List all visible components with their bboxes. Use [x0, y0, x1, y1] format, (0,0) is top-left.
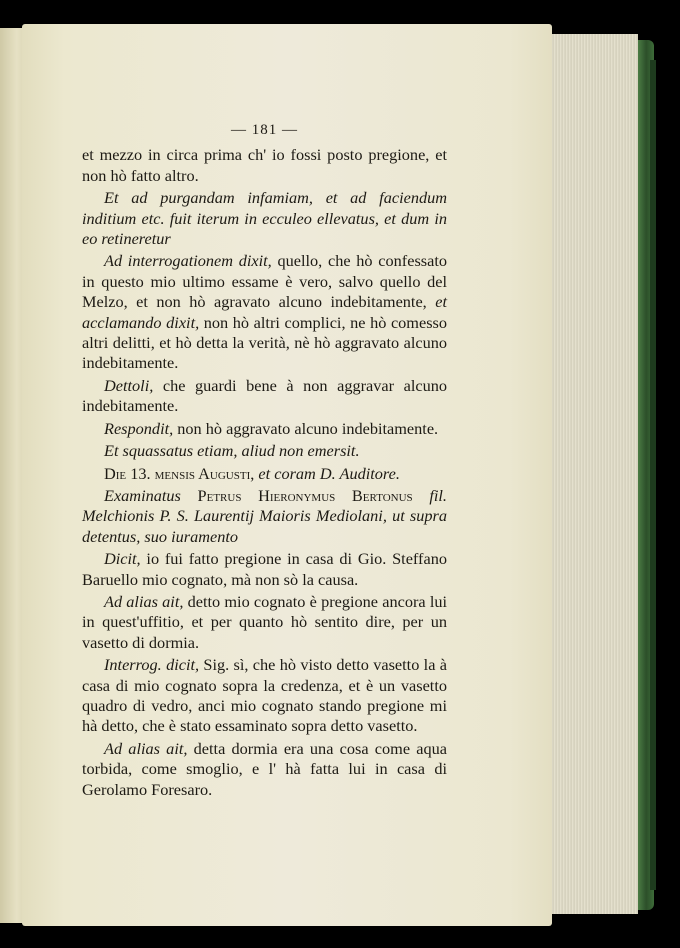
text-segment: che guardi bene à non aggravar alcuno indebitamente. — [82, 375, 447, 416]
text-segment: fil. Melchionis P. S. Laurentij Maioris Mediolani, ut supra detentus, suo iuramento — [82, 485, 447, 546]
text-segment: Interrog. dicit, — [104, 655, 200, 675]
text-segment: non hò altri complici, ne hò comesso altri delitti, et hò detta la verità, nè hò aggravato alcuno indebitamente. — [82, 312, 448, 373]
text-segment: mensis Augusti, — [154, 463, 255, 483]
paragraph — [82, 251, 447, 373]
text-segment: Et squassatus etiam, aliud non emersit. — [104, 441, 360, 461]
paragraph — [82, 145, 447, 186]
page-edges — [540, 34, 638, 914]
text-segment: Ad alias ait, — [104, 738, 188, 758]
paragraph — [82, 486, 447, 547]
paragraph — [82, 419, 447, 439]
text-segment: non hò aggravato alcuno indebitamente. — [173, 418, 439, 438]
paragraph — [82, 739, 447, 800]
paragraph — [82, 655, 447, 737]
page-number: — 181 — — [231, 122, 298, 138]
page-text — [82, 120, 447, 800]
text-segment: Ad alias ait, — [104, 591, 184, 611]
text-segment: et mezzo in circa prima ch' io fossi posto pregione, et non hò fatto altro. — [82, 145, 447, 185]
paragraph — [82, 376, 447, 417]
text-segment: Die — [104, 463, 127, 483]
text-segment: Respondit, — [104, 418, 174, 438]
paragraph — [82, 188, 447, 249]
text-segment: Et ad purgandam infamiam, et ad faciendum inditium etc. fuit iterum in ecculeo ellevatus, et dum in eo retineretur — [82, 188, 447, 249]
text-segment: io fui fatto pregione in casa di Gio. Steffano Baruello mio cognato, mà non sò la causa. — [82, 549, 447, 589]
paragraph — [82, 464, 447, 484]
paragraph — [82, 549, 447, 590]
text-segment: Ad interrogationem dixit, — [104, 251, 272, 271]
text-segment: et coram D. Auditore. — [254, 463, 400, 483]
paragraph — [82, 441, 447, 461]
text-segment: Sig. sì, che hò visto detto vasetto la à casa di mio cognato sopra la credenza, et è un vasetto quadro di vedro, anci mio cognato stando pregione mi hà detto, che è stato essaminato sopra detto vasetto. — [82, 655, 447, 736]
paragraphs — [82, 145, 447, 800]
text-segment: detto mio cognato è pregione ancora lui in quest'uffitio, et per quanto hò sentito dire, per un vasetto di dormia. — [82, 591, 448, 652]
text-segment: quello, che hò confessato in questo mio ultimo essame è vero, salvo quello del Melzo, et non hò agravato alcuno indebitamente, — [82, 251, 448, 312]
text-segment: detta dormia era una cosa come aqua torbida, come smoglio, e l' hà fatta lui in casa di Gerolamo Foresaro. — [82, 738, 447, 799]
book-cover-edge — [650, 60, 656, 890]
text-segment: Petrus Hieronymus Bertonus — [197, 485, 413, 505]
text-segment: Dettoli, — [104, 375, 154, 395]
text-segment: 13. — [126, 463, 155, 483]
text-segment: Dicit, — [104, 549, 141, 569]
text-segment: Examinatus — [104, 485, 198, 505]
text-segment: et acclamando dixit, — [82, 292, 447, 332]
paragraph — [82, 592, 447, 653]
